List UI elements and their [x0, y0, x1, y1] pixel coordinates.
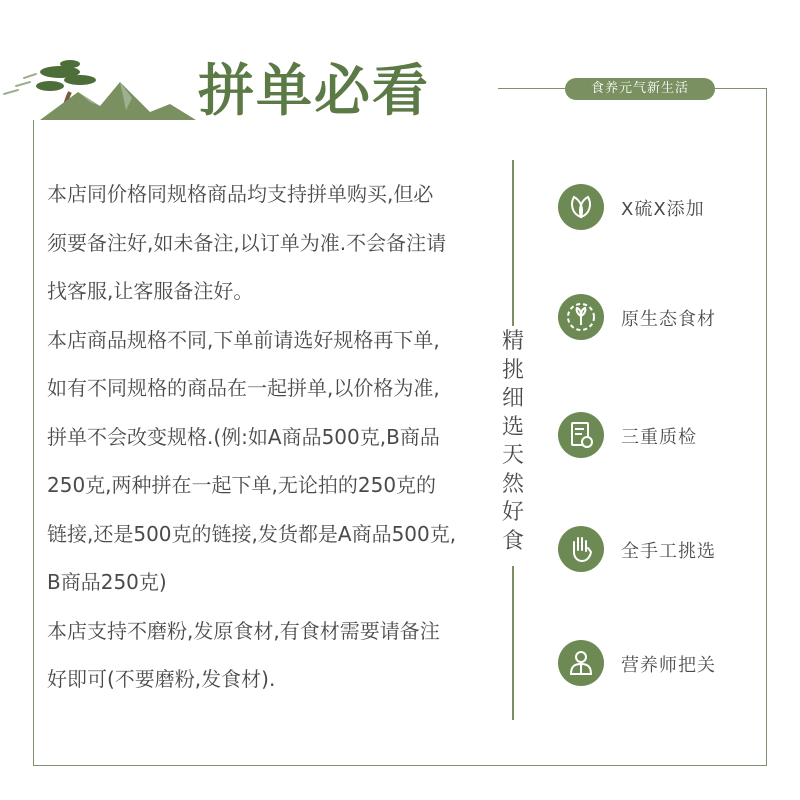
feature-list [558, 0, 758, 800]
vertical-slogan-char: 然 [501, 471, 524, 497]
vertical-slogan-char: 选 [501, 414, 524, 440]
feature-item [558, 640, 758, 688]
feature-item [558, 294, 758, 342]
feature-label: 原生态食材 [621, 309, 716, 330]
notice-line: 找客服,让客服备注好。 [47, 279, 254, 303]
plant-circle-icon [558, 294, 604, 340]
vertical-slogan-char: 细 [501, 386, 524, 411]
vertical-slogan-char: 精 [501, 329, 524, 354]
vertical-slogan-char: 食 [501, 528, 524, 554]
feature-label: 营养师把关 [621, 655, 716, 676]
vertical-slogan-char: 挑 [501, 357, 524, 383]
pine-mountain-logo-icon [0, 52, 200, 132]
notice-line: 250克,两种拼在一起下单,无论拍的250克的 [47, 473, 437, 497]
nutritionist-icon [558, 640, 604, 686]
notice-line: 如有不同规格的商品在一起拼单,以价格为准, [47, 376, 440, 400]
page-title: 拼单必看 [198, 59, 430, 124]
notice-line: 好即可(不要磨粉,发食材). [47, 667, 276, 691]
leaf-icon [558, 184, 604, 230]
vertical-slogan-char: 天 [501, 443, 524, 468]
feature-label: 全手工挑选 [621, 541, 716, 562]
vertical-slogan [498, 328, 528, 556]
notice-line: 本店同价格同规格商品均支持拼单购买,但必 [47, 182, 434, 206]
hand-icon [558, 526, 604, 572]
feature-item [558, 412, 758, 460]
notice-text [47, 170, 497, 704]
feature-item [558, 526, 758, 574]
slogan-badge: 食养元气新生活 [565, 78, 715, 100]
vertical-slogan-char: 好 [501, 500, 524, 525]
notice-line: 须要备注好,如未备注,以订单为准.不会备注请 [47, 230, 447, 255]
notice-line: 拼单不会改变规格.(例:如A商品500克,B商品 [47, 424, 440, 449]
notice-line: 本店支持不磨粉,发原食材,有食材需要请备注 [47, 618, 440, 643]
notice-line: 本店商品规格不同,下单前请选好规格再下单, [47, 327, 440, 352]
inspection-report-icon [558, 412, 604, 458]
notice-line: B商品250克) [47, 570, 167, 594]
notice-line: 链接,还是500克的链接,发货都是A商品500克, [47, 521, 457, 546]
feature-label: X硫X添加 [621, 199, 705, 220]
feature-item [558, 184, 758, 232]
feature-label: 三重质检 [621, 427, 697, 448]
